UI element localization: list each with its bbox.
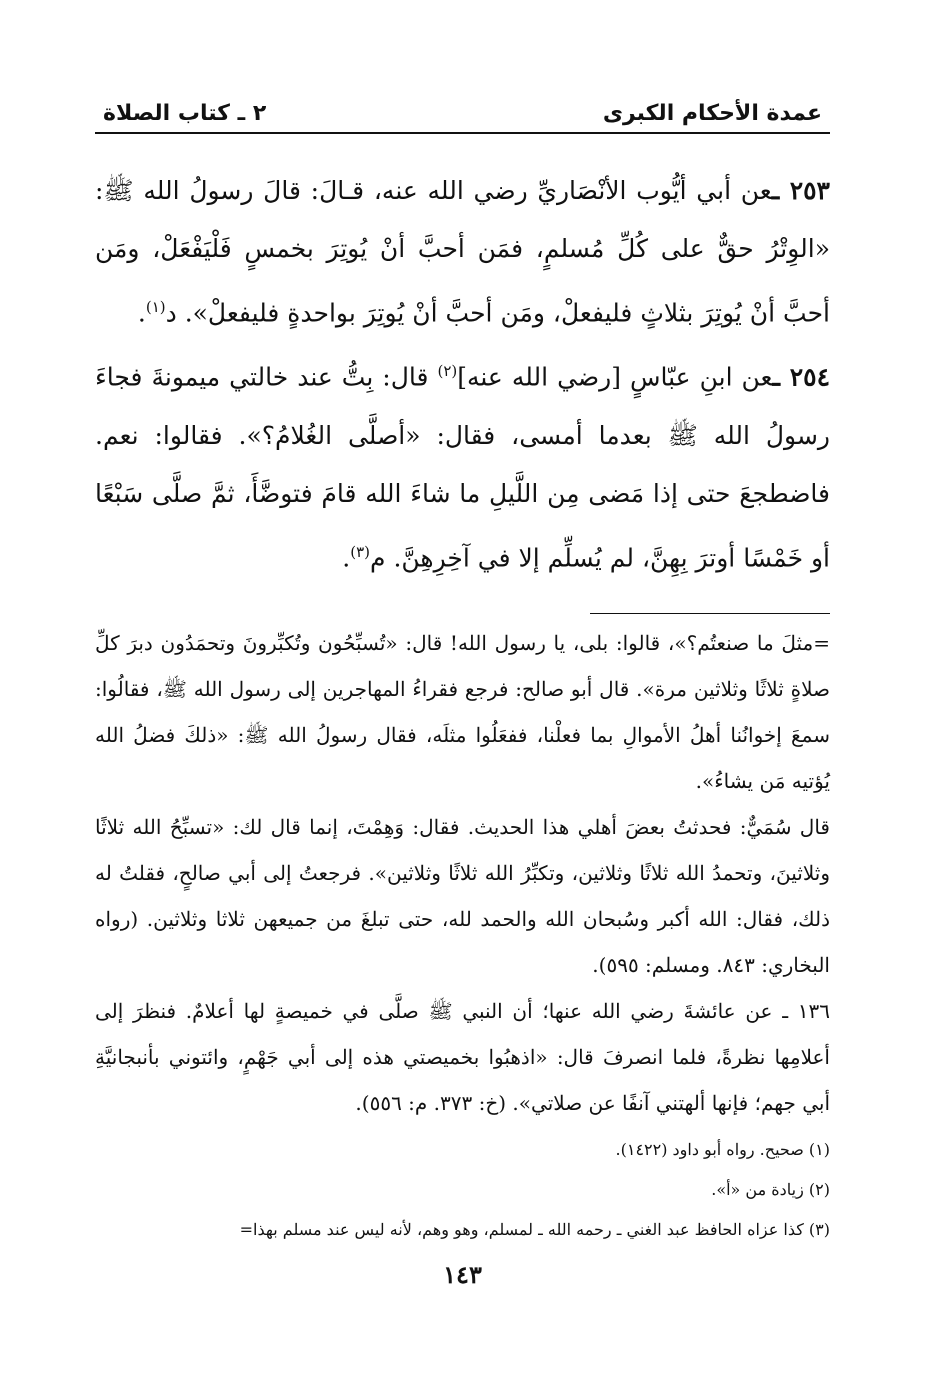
note-paragraph: قال سُمَيٌّ: فحدثتُ بعضَ أهلي هذا الحديث. فقال: وَهِمْتَ، إنما قال لك: «تسبِّحُ الله ثلاثًا وثلاثينَ، وتحمدُ الله ثلاثًا وثلاثين، وتكبِّرُ الله ثلاثًا وثلاثين». فرجعتُ إلى أبي صالحٍ، فقلتُ له ذلك، فقال: الله أكبر وسُبحان الله والحمد لله، حتى تبلغَ من جميعهن ثلاثا وثلاثين. (رواه البخاري: ٨٤٣. ومسلم: ٥٩٥).: [95, 814, 830, 977]
running-header: [95, 92, 830, 134]
footnote-ref: (٣): [350, 542, 371, 561]
hadith-number: ٢٥٤ ـ: [772, 362, 831, 392]
note-paragraph: ١٣٦ ـ عن عائشةَ رضي الله عنها؛ أن النبي ﷺ صلَّى في خميصةٍ لها أعلامٌ. فنظرَ إلى أعلامِها نظرةً، فلما انصرفَ قال: «اذهبُوا بخميصتي هذه إلى أبي جَهْمٍ، وائتوني بأنبجانيَّةِ أبي جهم؛ فإنها ألهتني آنفًا عن صلاتي». (خ: ٣٧٣. م: ٥٥٦).: [95, 998, 830, 1115]
hadith-text-start: عن ابنِ عبّاسٍ [رضي الله عنه]: [457, 362, 773, 392]
chapter-title: ٢ ـ كتاب الصلاة: [103, 101, 267, 126]
footnotes-section: [95, 1130, 830, 1250]
footnote: (١) صحيح. رواه أبو داود (١٤٢٢).: [615, 1139, 830, 1159]
page-number: ١٤٣: [443, 1259, 482, 1289]
footnote-ref: (١): [145, 298, 166, 316]
main-text: [95, 162, 830, 587]
footnote-ref: (٢): [437, 362, 458, 381]
hadith-254: [95, 342, 830, 587]
footnote: (٣) كذا عزاه الحافظ عبد الغني ـ رحمه الله ـ لمسلم، وهو وهم، لأنه ليس عند مسلم بهذا=: [239, 1219, 830, 1239]
footnote: (٢) زيادة من «أ».: [711, 1179, 830, 1199]
note-paragraph: =مثلَ ما صنعتُم؟»، قالوا: بلى، يا رسول الله! قال: «تُسبِّحُون وتُكبِّرونَ وتحمَدُون دبرَ كلِّ صلاةٍ ثلاثًا وثلاثين مرة». قال أبو صالح: فرجع فقراءُ المهاجرين إلى رسول الله ﷺ، فقالُوا: سمعَ إخوانُنا أهلُ الأموالِ بما فعلْنا، ففعَلُوا مثلَه، فقال رسولُ الله ﷺ: «ذلكَ فضلُ الله يُؤتيه مَن يشاءُ».: [95, 630, 830, 793]
notes-section: [95, 620, 830, 1126]
hadith-number: ٢٥٣ ـ: [771, 176, 830, 205]
hadith-text: قال: بِتُّ عند خالتي ميمونةَ فجاءَ رسولُ الله ﷺ بعدما أمسى، فقال: «أصلَّى الغُلامُ؟». فقالوا: نعم. فاضطجعَ حتى إذا مَضى مِن اللَّيلِ ما شاءَ الله قامَ فتوضَّأَ، ثمَّ صلَّى سَبْعًا أو خَمْسًا أوترَ بِهِنَّ، لم يُسلِّم إلا في آخِرِهِنَّ. م: [95, 362, 830, 572]
book-page: [95, 92, 830, 1289]
hadith-end: .: [342, 542, 351, 572]
book-title: عمدة الأحكام الكبرى: [602, 101, 822, 126]
notes-separator: [590, 613, 830, 614]
hadith-253: [95, 162, 830, 342]
hadith-text: عن أبي أيُّوب الأنْصَاريِّ رضي الله عنه، قـالَ: قالَ رسولُ الله ﷺ: «الوِتْرُ حقٌّ على كُلِّ مُسلمٍ، فمَن أحبَّ أنْ يُوتِرَ بخمسٍ فَلْيَفْعَلْ، ومَن أحبَّ أنْ يُوتِرَ بثلاثٍ فليفعلْ، ومَن أحبَّ أنْ يُوتِرَ بواحدةٍ فليفعلْ». د: [95, 176, 830, 328]
hadith-end: .: [137, 298, 146, 328]
